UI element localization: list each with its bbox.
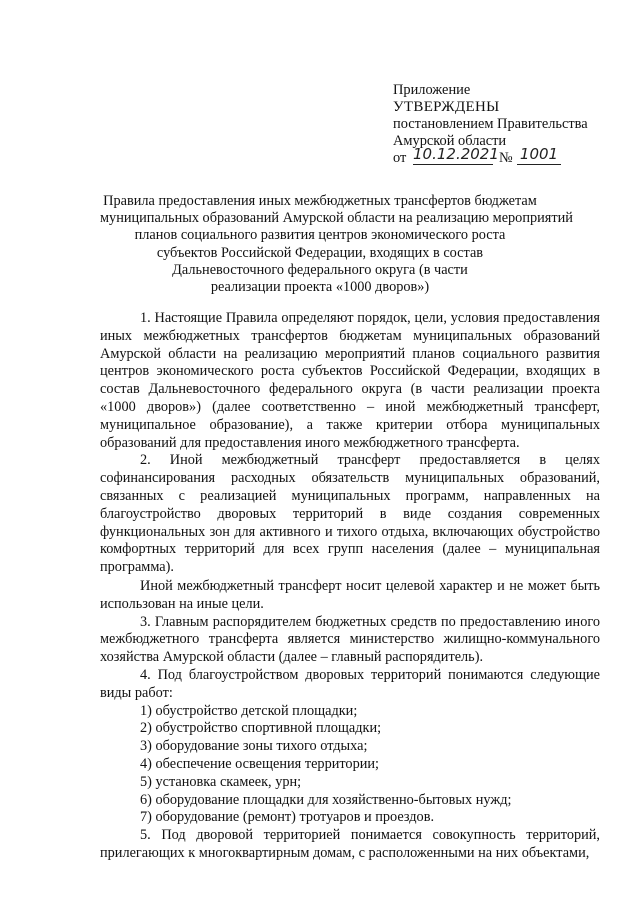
paragraph-2: 2. Иной межбюджетный трансферт предоставляется в целях софинансирования расходных обязательств муниципальных образований, связанных с реализацией муниципальных программ, направленных на благоустройство дворовых территорий в виде создания современных функциональных зон для активного и тихого отдыха, включающих обустройство комфортных территорий для всех групп населения (далее – муниципальная программа). — [100, 452, 600, 576]
approval-date-number-line — [393, 145, 633, 168]
title-line: субъектов Российской Федерации, входящих в состав — [156, 244, 484, 261]
title-line: Дальневосточного федерального округа (в части — [172, 261, 468, 278]
approval-region-line: Амурской области — [393, 133, 507, 149]
document-body — [100, 310, 600, 863]
appendix-block — [393, 82, 633, 168]
title-line: муниципальных образований Амурской области на реализацию мероприятий — [100, 210, 573, 227]
number-sign: № — [499, 150, 513, 166]
date-prefix: от — [393, 150, 407, 166]
paragraph-1: 1. Настоящие Правила определяют порядок, цели, условия предоставления иных межбюджетных трансфертов бюджетам муниципальных образований Амурской области на реализацию мероприятий планов социального развития центров экономического роста субъектов Российской Федерации, входящих в состав Дальневосточного федерального округа (в части реализации проекта «1000 дворов») (далее соответственно – иной межбюджетный трансферт, муниципальное образование), а также критерии отбора муниципальных образований для предоставления иного межбюджетного трансферта. — [100, 310, 600, 451]
handwritten-number: 1001 — [517, 146, 561, 165]
approved-heading: УТВЕРЖДЕНЫ — [393, 99, 500, 115]
paragraph-2-note: Иной межбюджетный трансферт носит целевой характер и не может быть использован на иные цели. — [100, 577, 600, 612]
list-item: 4) обеспечение освещения территории; — [140, 755, 380, 772]
title-line: реализации проекта «1000 дворов») — [210, 279, 430, 296]
paragraph-4: 4. Под благоустройством дворовых территорий понимаются следующие виды работ: — [100, 666, 600, 701]
paragraph-3: 3. Главным распорядителем бюджетных средств по предоставлению иного межбюджетного трансферта является министерство жилищно-коммунального хозяйства Амурской области (далее – главный распорядитель). — [100, 613, 600, 666]
list-item: 7) оборудование (ремонт) тротуаров и проездов. — [140, 809, 435, 826]
list-item: 2) обустройство спортивной площадки; — [140, 720, 382, 737]
paragraph-5: 5. Под дворовой территорией понимается совокупность территорий, прилегающих к многоквартирным домам, с расположенными на них объектами, — [100, 827, 600, 861]
list-item: 5) установка скамеек, урн; — [140, 773, 302, 790]
appendix-label: Приложение — [393, 82, 471, 98]
list-item: 6) оборудование площадки для хозяйственно-бытовых нужд; — [140, 791, 512, 808]
list-item: 3) оборудование зоны тихого отдыха; — [140, 738, 368, 755]
handwritten-date: 10.12.2021 — [413, 145, 499, 163]
title-line: Правила предоставления иных межбюджетных трансфертов бюджетам — [103, 193, 537, 209]
title-line: планов социального развития центров экономического роста — [134, 227, 506, 244]
list-item: 1) обустройство детской площадки; — [140, 702, 358, 719]
approval-decree-line: постановлением Правительства — [393, 116, 588, 132]
document-title — [100, 193, 573, 296]
